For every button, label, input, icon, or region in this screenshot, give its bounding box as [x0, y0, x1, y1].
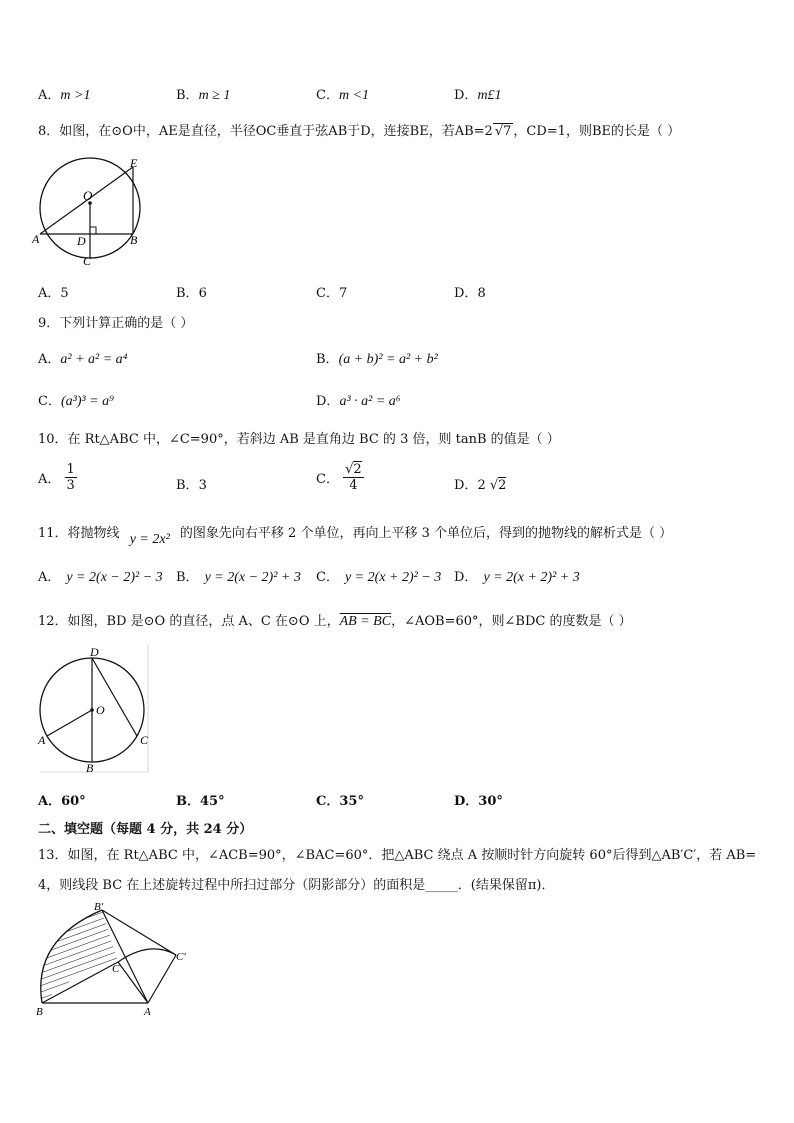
q8-label-d: D	[77, 234, 86, 248]
q12-label-c: C	[140, 733, 149, 747]
q8-label-a: A	[32, 232, 40, 246]
q9-option-c: C．(a³)³ = a⁹	[38, 394, 114, 409]
arc-equation: AB = BC	[339, 614, 392, 629]
q13-label-c: C	[112, 963, 120, 975]
q8-figure	[30, 155, 160, 270]
q8-stem: 8．如图，在⊙O中，AE是直径，半径OC垂直于弦AB于D，连接BE，若AB=2 √7 ，CD=1，则BE的长是（ ）	[38, 124, 681, 139]
q11-option-a: A． y = 2(x − 2)² − 3	[38, 570, 163, 585]
q13-label-a: A	[144, 1006, 151, 1018]
q11-option-b: B． y = 2(x − 2)² + 3	[176, 570, 301, 585]
q7-option-b: B．m ≥ 1	[176, 88, 231, 103]
q8-label-o: O	[83, 188, 93, 203]
q8-label-e: E	[130, 156, 138, 170]
q13-label-c-prime: C′	[176, 951, 186, 963]
q12-label-d: D	[90, 645, 99, 659]
q12-option-d: D．30°	[454, 794, 503, 809]
q8-option-d: D．8	[454, 286, 486, 301]
q12-option-a: A．60°	[38, 794, 86, 809]
q13-line-2: 4，则线段 BC 在上述旋转过程中所扫过部分（阴影部分）的面积是_____．(结果保留π)．	[38, 878, 555, 893]
q13-figure	[30, 900, 200, 1020]
q10-option-b: B．3	[176, 478, 207, 493]
q10-option-d: D．2 √2	[454, 478, 507, 493]
q12-stem: 12．如图，BD 是⊙O 的直径，点 A、C 在⊙O 上，AB = BC，∠AOB=60°，则∠BDC 的度数是（ ）	[38, 614, 632, 629]
q11-option-c: C． y = 2(x + 2)² − 3	[316, 570, 442, 585]
q8-label-c: C	[83, 254, 92, 268]
q8-option-c: C．7	[316, 286, 348, 301]
q10-option-a: A． $\frac{1}{3}$	[38, 462, 75, 493]
q9-option-a: A．a² + a² = a⁴	[38, 352, 128, 367]
q11-stem: 11．将抛物线 y = 2x² 的图象先向右平移 2 个单位，再向上平移 3 个单位后，得到的抛物线的解析式是（ ）	[38, 526, 673, 547]
q9-option-b: B．(a + b)² = a² + b²	[316, 352, 438, 367]
q7-option-a: A．m >1	[38, 88, 91, 103]
q12-figure	[30, 640, 155, 775]
q8-option-a: A．5	[38, 286, 69, 301]
q13-label-b-prime: B′	[94, 901, 104, 913]
q12-label-a: A	[38, 733, 46, 747]
sqrt-7: √7	[494, 124, 512, 139]
q12-label-o: O	[96, 703, 105, 717]
q8-label-b: B	[130, 233, 138, 247]
section-heading: 二、填空题（每题 4 分，共 24 分）	[38, 822, 253, 837]
q13-label-b: B	[36, 1006, 43, 1018]
q12-option-c: C．35°	[316, 794, 364, 809]
q10-stem: 10．在 Rt△ABC 中，∠C=90°，若斜边 AB 是直角边 BC 的 3 倍，则 tanB 的值是（ ）	[38, 432, 560, 447]
q13-line-1: 13．如图，在 Rt△ABC 中，∠ACB=90°，∠BAC=60°．把△ABC 绕点 A 按顺时针方向旋转 60°后得到△AB′C′，若 AB=	[38, 848, 757, 863]
q8-option-b: B．6	[176, 286, 207, 301]
q7-option-c: C．m <1	[316, 88, 370, 103]
q10-option-c: C． $\frac{√2}{4}$	[316, 462, 362, 493]
q9-option-d: D．a³ · a² = a⁶	[316, 394, 401, 409]
q7-option-d: D．m£1	[454, 88, 502, 103]
q11-option-d: D． y = 2(x + 2)² + 3	[454, 570, 580, 585]
q12-label-b: B	[86, 761, 94, 775]
q12-option-b: B．45°	[176, 794, 225, 809]
q9-stem: 9．下列计算正确的是（ ）	[38, 316, 194, 331]
